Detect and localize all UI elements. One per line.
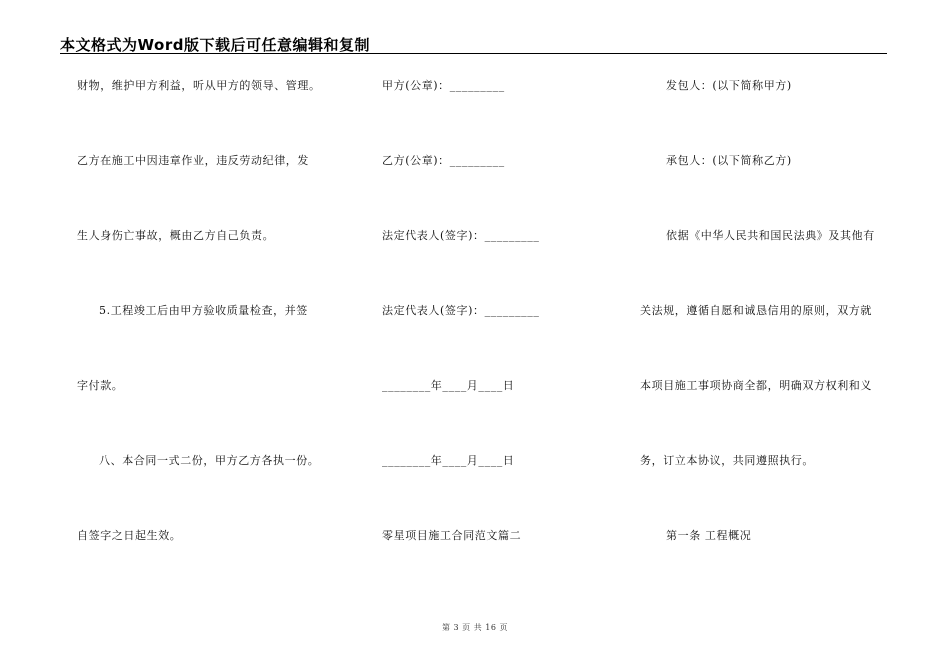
legal-rep-signature-line-1: 法定代表人(签字)：_________ — [382, 229, 540, 242]
section-heading-part-two: 零星项目施工合同范文篇二 — [382, 529, 522, 542]
page-number-footer: 第 3 页 共 16 页 — [442, 623, 508, 632]
article-one-heading: 第一条 工程概况 — [666, 529, 752, 542]
left-line-3: 生人身伤亡事故，概由乙方自己负责。 — [77, 229, 275, 242]
right-line-6: 务，订立本协议，共同遵照执行。 — [640, 454, 814, 467]
left-line-6: 八、本合同一式二份，甲方乙方各执一份。 — [99, 454, 320, 467]
left-line-2: 乙方在施工中因违章作业，违反劳动纪律，发 — [77, 154, 309, 167]
text-column-middle — [382, 0, 612, 672]
right-line-3: 依据《中华人民共和国民法典》及其他有 — [666, 229, 875, 242]
party-a-seal-line: 甲方(公章)：_________ — [382, 79, 505, 92]
date-line-2: ________年____月____日 — [382, 454, 515, 467]
right-line-1: 发包人：(以下简称甲方) — [666, 79, 792, 92]
text-column-left — [77, 0, 347, 672]
left-line-5: 字付款。 — [77, 379, 124, 392]
right-line-5: 本项目施工事项协商全都，明确双方权利和义 — [640, 379, 872, 392]
right-line-2: 承包人：(以下简称乙方) — [666, 154, 792, 167]
party-b-seal-line: 乙方(公章)：_________ — [382, 154, 505, 167]
document-header-title: 本文格式为Word版下载后可任意编辑和复制 — [60, 36, 370, 54]
date-line-1: ________年____月____日 — [382, 379, 515, 392]
left-line-4: 5.工程竣工后由甲方验收质量检查，并签 — [99, 304, 308, 317]
left-line-1: 财物，维护甲方利益，听从甲方的领导、管理。 — [77, 79, 321, 92]
legal-rep-signature-line-2: 法定代表人(签字)：_________ — [382, 304, 540, 317]
left-line-7: 自签字之日起生效。 — [77, 529, 182, 542]
right-line-4: 关法规，遵循自愿和诚恳信用的原则，双方就 — [640, 304, 872, 317]
text-column-right — [640, 0, 890, 672]
